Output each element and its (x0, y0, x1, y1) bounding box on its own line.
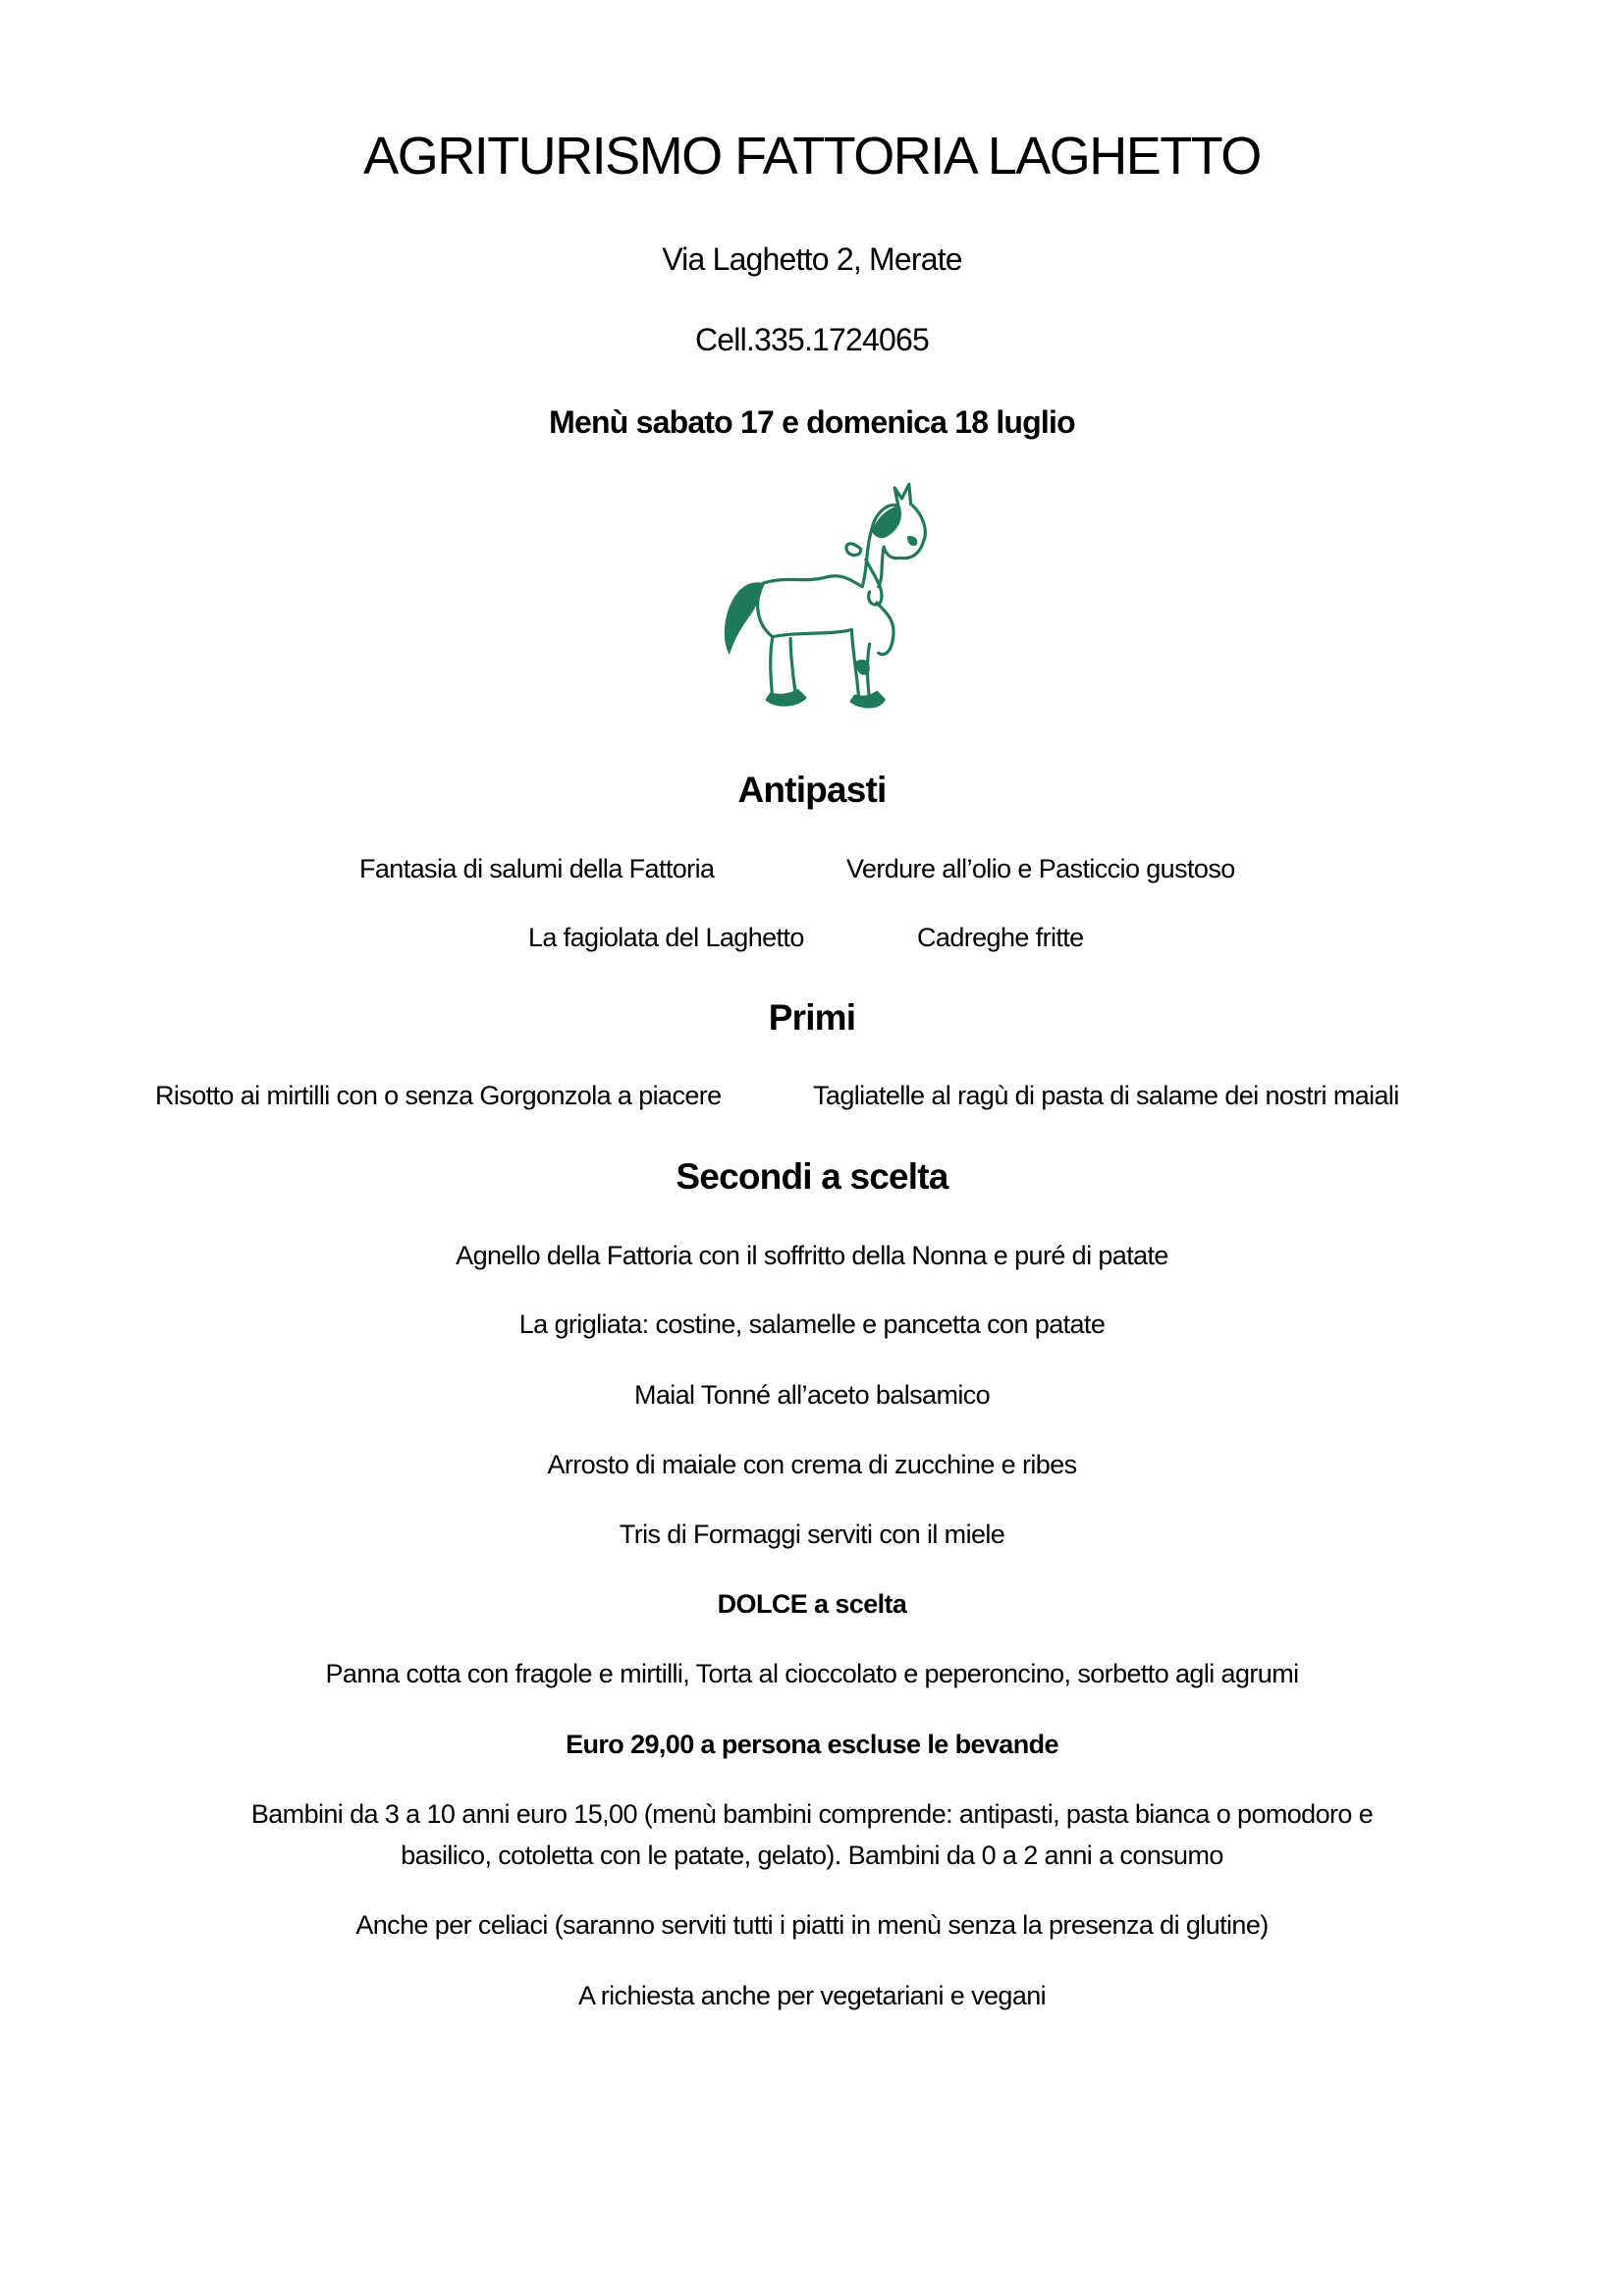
menu-item: Arrosto di maiale con crema di zucchine e ribes (547, 1450, 1077, 1479)
menu-item: Panna cotta con fragole e mirtilli, Torta al cioccolato e peperoncino, sorbetto agli agrumi (325, 1659, 1299, 1688)
menu-item: Fantasia di salumi della Fattoria (359, 854, 715, 883)
page-title: AGRITURISMO FATTORIA LAGHETTO (363, 127, 1261, 186)
menu-item: Tris di Formaggi serviti con il miele (619, 1520, 1005, 1549)
menu-item: Verdure all’olio e Pasticcio gustoso (846, 854, 1235, 883)
celiac-note: Anche per celiaci (saranno serviti tutti i piatti in menù senza la presenza di glutine) (355, 1910, 1269, 1940)
vegetarian-note: A richiesta anche per vegetariani e vegani (577, 1981, 1047, 2010)
menu-item: La grigliata: costine, salamelle e pancetta con patate (518, 1309, 1106, 1339)
price: Euro 29,00 a persona escluse le bevande (566, 1730, 1058, 1759)
menu-item: Maial Tonné all’aceto balsamico (633, 1380, 991, 1410)
menu-item: La fagiolata del Laghetto (528, 923, 804, 952)
children-note-line1: Bambini da 3 a 10 anni euro 15,00 (menù bambini comprende: antipasti, pasta bianca o pomodoro e (250, 1799, 1374, 1829)
antipasti-heading: Antipasti (737, 770, 887, 810)
menu-item: Tagliatelle al ragù di pasta di salame dei nostri maiali (813, 1081, 1399, 1110)
phone-number: Cell.335.1724065 (694, 322, 930, 357)
menu-date: Menù sabato 17 e domenica 18 luglio (549, 404, 1075, 440)
children-note-line2: basilico, cotoletta con le patate, gelato). Bambini da 0 a 2 anni a consumo (401, 1841, 1223, 1870)
menu-item: Cadreghe fritte (917, 923, 1084, 952)
primi-heading: Primi (768, 997, 856, 1038)
horse-icon (705, 477, 962, 728)
menu-item: Risotto ai mirtilli con o senza Gorgonzola a piacere (155, 1081, 722, 1110)
address: Via Laghetto 2, Merate (662, 241, 962, 277)
secondi-heading: Secondi a scelta (676, 1156, 948, 1197)
dolce-heading: DOLCE a scelta (717, 1589, 907, 1619)
menu-item: Agnello della Fattoria con il soffritto della Nonna e puré di patate (456, 1241, 1168, 1270)
